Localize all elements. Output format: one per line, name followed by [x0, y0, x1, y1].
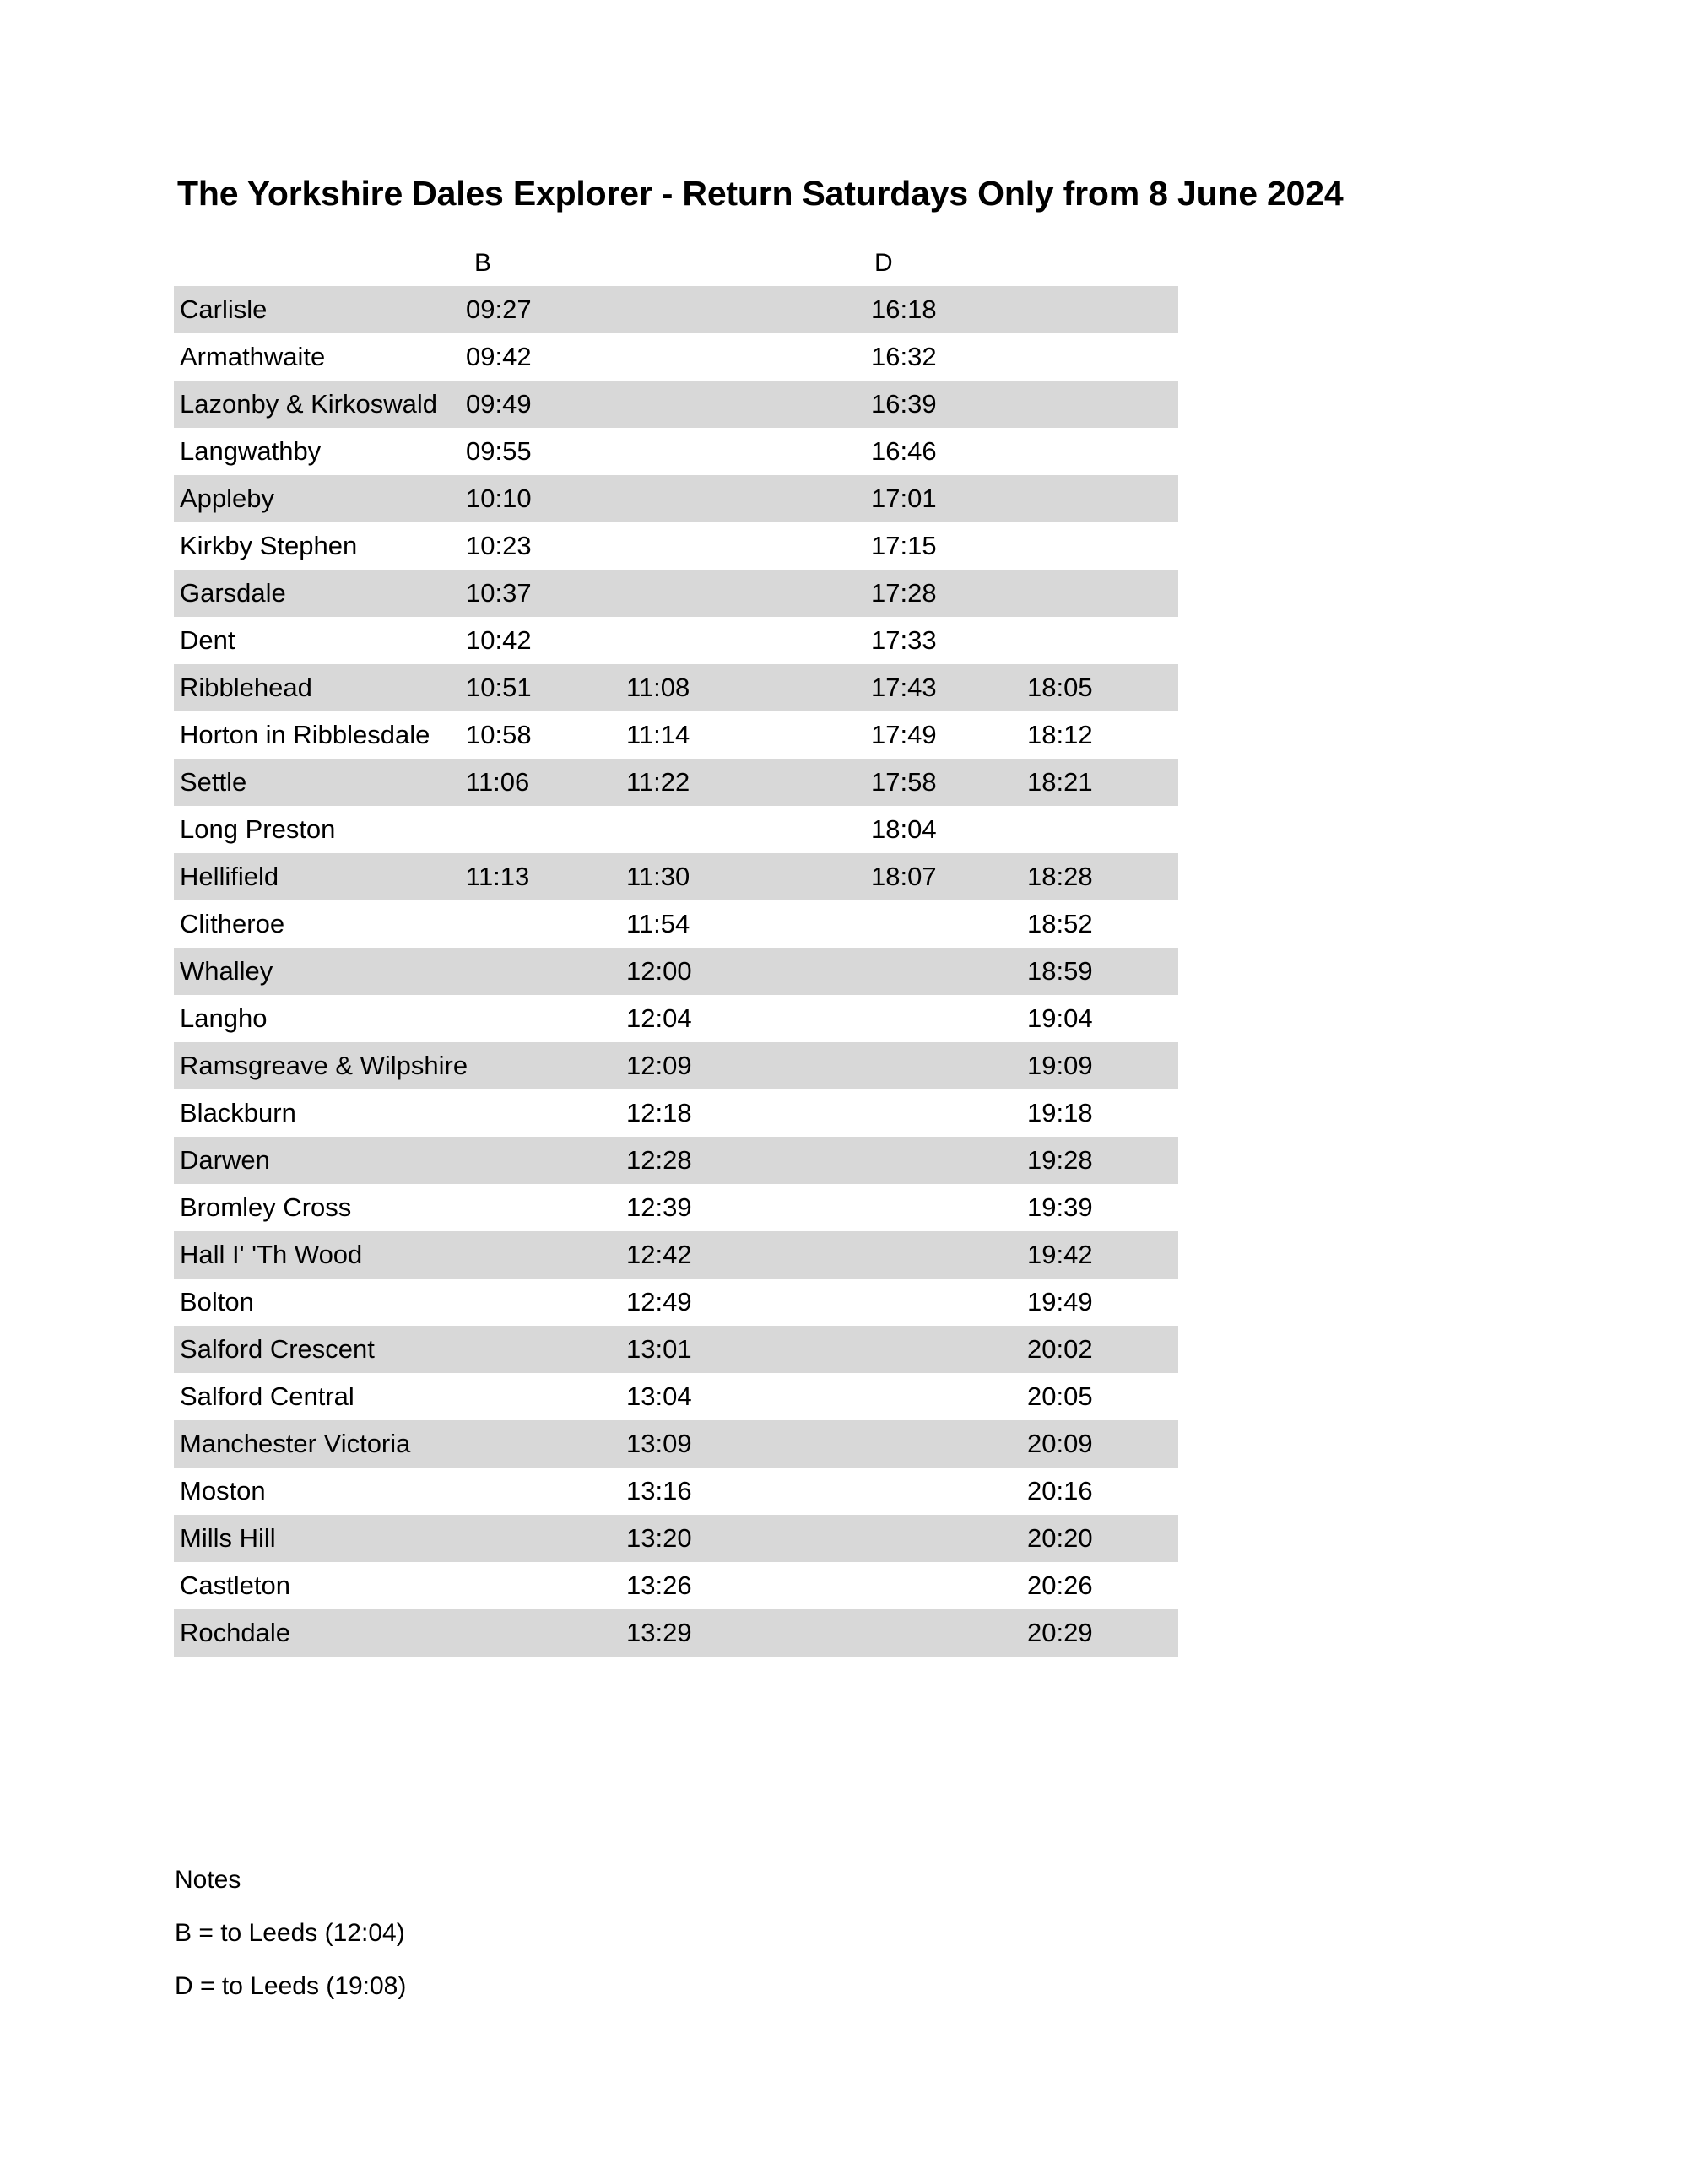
column-header-station	[174, 241, 461, 286]
table-row	[174, 286, 1178, 333]
time-col-4	[1022, 475, 1178, 522]
station-name: Horton in Ribblesdale	[174, 711, 461, 759]
station-name: Appleby	[174, 475, 461, 522]
time-col-2: 12:42	[621, 1231, 866, 1279]
time-col-2: 12:28	[621, 1137, 866, 1184]
time-col-2	[621, 570, 866, 617]
time-col-1: 10:23	[461, 522, 621, 570]
time-col-4: 20:26	[1022, 1562, 1178, 1609]
station-name: Ramsgreave & Wilpshire	[174, 1042, 461, 1089]
time-col-3: 18:04	[866, 806, 1022, 853]
time-col-2	[621, 286, 866, 333]
time-col-1: 10:58	[461, 711, 621, 759]
time-col-1: 09:55	[461, 428, 621, 475]
time-col-2	[621, 806, 866, 853]
time-col-3	[866, 1609, 1022, 1657]
table-row	[174, 1373, 1178, 1420]
time-col-4: 18:12	[1022, 711, 1178, 759]
time-col-3	[866, 1468, 1022, 1515]
table-row	[174, 1468, 1178, 1515]
time-col-3: 17:15	[866, 522, 1022, 570]
time-col-2: 13:04	[621, 1373, 866, 1420]
time-col-2: 12:18	[621, 1089, 866, 1137]
time-col-3	[866, 1184, 1022, 1231]
header-row	[174, 241, 1178, 286]
time-col-1: 10:51	[461, 664, 621, 711]
time-col-2: 12:00	[621, 948, 866, 995]
table-row	[174, 759, 1178, 806]
time-col-2	[621, 381, 866, 428]
note-b: B = to Leeds (12:04)	[175, 1919, 405, 1947]
table-row	[174, 711, 1178, 759]
time-col-3	[866, 1137, 1022, 1184]
column-header-b: B	[461, 241, 621, 286]
time-col-1	[461, 1042, 621, 1089]
station-name: Kirkby Stephen	[174, 522, 461, 570]
time-col-3: 16:46	[866, 428, 1022, 475]
time-col-4: 19:18	[1022, 1089, 1178, 1137]
station-name: Blackburn	[174, 1089, 461, 1137]
time-col-3	[866, 1089, 1022, 1137]
time-col-1	[461, 1609, 621, 1657]
time-col-4	[1022, 333, 1178, 381]
time-col-3	[866, 1326, 1022, 1373]
station-name: Salford Central	[174, 1373, 461, 1420]
column-header-d: D	[866, 241, 1022, 286]
time-col-3: 18:07	[866, 853, 1022, 900]
table-row	[174, 570, 1178, 617]
time-col-1	[461, 900, 621, 948]
timetable	[174, 241, 1178, 1657]
station-name: Long Preston	[174, 806, 461, 853]
time-col-3	[866, 1562, 1022, 1609]
time-col-4	[1022, 806, 1178, 853]
time-col-2: 12:49	[621, 1279, 866, 1326]
station-name: Langho	[174, 995, 461, 1042]
time-col-4: 20:05	[1022, 1373, 1178, 1420]
table-row	[174, 995, 1178, 1042]
station-name: Hellifield	[174, 853, 461, 900]
page-title: The Yorkshire Dales Explorer - Return Saturdays Only from 8 June 2024	[177, 174, 1344, 213]
time-col-4: 19:42	[1022, 1231, 1178, 1279]
time-col-1	[461, 948, 621, 995]
time-col-2: 13:20	[621, 1515, 866, 1562]
column-header-b-second	[621, 241, 866, 286]
time-col-1	[461, 1326, 621, 1373]
time-col-2	[621, 617, 866, 664]
time-col-1	[461, 1231, 621, 1279]
time-col-1: 10:37	[461, 570, 621, 617]
time-col-3: 17:33	[866, 617, 1022, 664]
time-col-1	[461, 1515, 621, 1562]
time-col-2: 11:54	[621, 900, 866, 948]
time-col-1	[461, 1420, 621, 1468]
time-col-2: 11:08	[621, 664, 866, 711]
table-row	[174, 1562, 1178, 1609]
table-row	[174, 1089, 1178, 1137]
time-col-3: 16:39	[866, 381, 1022, 428]
time-col-3: 16:32	[866, 333, 1022, 381]
time-col-3: 17:49	[866, 711, 1022, 759]
time-col-2: 13:09	[621, 1420, 866, 1468]
time-col-1: 09:42	[461, 333, 621, 381]
table-row	[174, 381, 1178, 428]
table-row	[174, 1326, 1178, 1373]
table-row	[174, 1184, 1178, 1231]
time-col-4: 18:28	[1022, 853, 1178, 900]
table-row	[174, 900, 1178, 948]
time-col-4: 20:09	[1022, 1420, 1178, 1468]
time-col-3: 17:58	[866, 759, 1022, 806]
time-col-4: 18:59	[1022, 948, 1178, 995]
station-name: Salford Crescent	[174, 1326, 461, 1373]
table-row	[174, 1137, 1178, 1184]
time-col-4	[1022, 428, 1178, 475]
time-col-1: 09:27	[461, 286, 621, 333]
time-col-3: 17:43	[866, 664, 1022, 711]
table-row	[174, 1515, 1178, 1562]
timetable-body	[174, 286, 1178, 1657]
table-row	[174, 664, 1178, 711]
table-row	[174, 522, 1178, 570]
station-name: Clitheroe	[174, 900, 461, 948]
station-name: Dent	[174, 617, 461, 664]
time-col-4: 20:20	[1022, 1515, 1178, 1562]
table-row	[174, 1042, 1178, 1089]
time-col-4	[1022, 286, 1178, 333]
station-name: Whalley	[174, 948, 461, 995]
table-row	[174, 428, 1178, 475]
time-col-2	[621, 428, 866, 475]
time-col-3: 17:28	[866, 570, 1022, 617]
time-col-3	[866, 1420, 1022, 1468]
time-col-1: 10:10	[461, 475, 621, 522]
time-col-4: 18:05	[1022, 664, 1178, 711]
column-header-d-second	[1022, 241, 1178, 286]
time-col-4	[1022, 570, 1178, 617]
station-name: Lazonby & Kirkoswald	[174, 381, 461, 428]
time-col-4: 18:52	[1022, 900, 1178, 948]
time-col-3	[866, 1042, 1022, 1089]
table-row	[174, 806, 1178, 853]
time-col-3	[866, 900, 1022, 948]
table-row	[174, 1231, 1178, 1279]
station-name: Rochdale	[174, 1609, 461, 1657]
station-name: Castleton	[174, 1562, 461, 1609]
time-col-1	[461, 1562, 621, 1609]
station-name: Hall I' 'Th Wood	[174, 1231, 461, 1279]
time-col-3	[866, 995, 1022, 1042]
time-col-1	[461, 1137, 621, 1184]
time-col-3: 16:18	[866, 286, 1022, 333]
time-col-2: 13:16	[621, 1468, 866, 1515]
table-row	[174, 475, 1178, 522]
note-d: D = to Leeds (19:08)	[175, 1972, 407, 2000]
time-col-4: 19:49	[1022, 1279, 1178, 1326]
time-col-1: 11:06	[461, 759, 621, 806]
time-col-4: 19:39	[1022, 1184, 1178, 1231]
station-name: Garsdale	[174, 570, 461, 617]
time-col-1	[461, 1184, 621, 1231]
time-col-3	[866, 948, 1022, 995]
table-row	[174, 617, 1178, 664]
time-col-2: 12:39	[621, 1184, 866, 1231]
time-col-4: 19:09	[1022, 1042, 1178, 1089]
time-col-1	[461, 806, 621, 853]
time-col-2: 12:09	[621, 1042, 866, 1089]
time-col-2	[621, 522, 866, 570]
station-name: Ribblehead	[174, 664, 461, 711]
station-name: Bromley Cross	[174, 1184, 461, 1231]
table-row	[174, 1420, 1178, 1468]
time-col-2: 12:04	[621, 995, 866, 1042]
station-name: Settle	[174, 759, 461, 806]
time-col-3	[866, 1373, 1022, 1420]
time-col-1	[461, 1279, 621, 1326]
table-row	[174, 1279, 1178, 1326]
time-col-4: 20:29	[1022, 1609, 1178, 1657]
time-col-4: 19:28	[1022, 1137, 1178, 1184]
station-name: Mills Hill	[174, 1515, 461, 1562]
time-col-1	[461, 995, 621, 1042]
time-col-1	[461, 1468, 621, 1515]
time-col-4	[1022, 522, 1178, 570]
notes-section	[175, 1853, 406, 2013]
table-row	[174, 948, 1178, 995]
time-col-1	[461, 1373, 621, 1420]
notes-heading: Notes	[175, 1866, 241, 1894]
time-col-1: 09:49	[461, 381, 621, 428]
station-name: Bolton	[174, 1279, 461, 1326]
time-col-3	[866, 1515, 1022, 1562]
table-row	[174, 1609, 1178, 1657]
station-name: Armathwaite	[174, 333, 461, 381]
timetable-header	[174, 241, 1178, 286]
time-col-4: 20:16	[1022, 1468, 1178, 1515]
time-col-2	[621, 333, 866, 381]
table-row	[174, 853, 1178, 900]
time-col-3	[866, 1279, 1022, 1326]
time-col-4: 19:04	[1022, 995, 1178, 1042]
time-col-3	[866, 1231, 1022, 1279]
time-col-4	[1022, 617, 1178, 664]
table-row	[174, 333, 1178, 381]
station-name: Carlisle	[174, 286, 461, 333]
time-col-4	[1022, 381, 1178, 428]
time-col-2: 11:30	[621, 853, 866, 900]
station-name: Moston	[174, 1468, 461, 1515]
time-col-2	[621, 475, 866, 522]
station-name: Darwen	[174, 1137, 461, 1184]
station-name: Langwathby	[174, 428, 461, 475]
time-col-3: 17:01	[866, 475, 1022, 522]
time-col-4: 18:21	[1022, 759, 1178, 806]
time-col-1: 11:13	[461, 853, 621, 900]
time-col-2: 13:01	[621, 1326, 866, 1373]
time-col-2: 13:29	[621, 1609, 866, 1657]
time-col-4: 20:02	[1022, 1326, 1178, 1373]
time-col-2: 11:14	[621, 711, 866, 759]
time-col-2: 11:22	[621, 759, 866, 806]
station-name: Manchester Victoria	[174, 1420, 461, 1468]
time-col-1	[461, 1089, 621, 1137]
time-col-2: 13:26	[621, 1562, 866, 1609]
time-col-1: 10:42	[461, 617, 621, 664]
